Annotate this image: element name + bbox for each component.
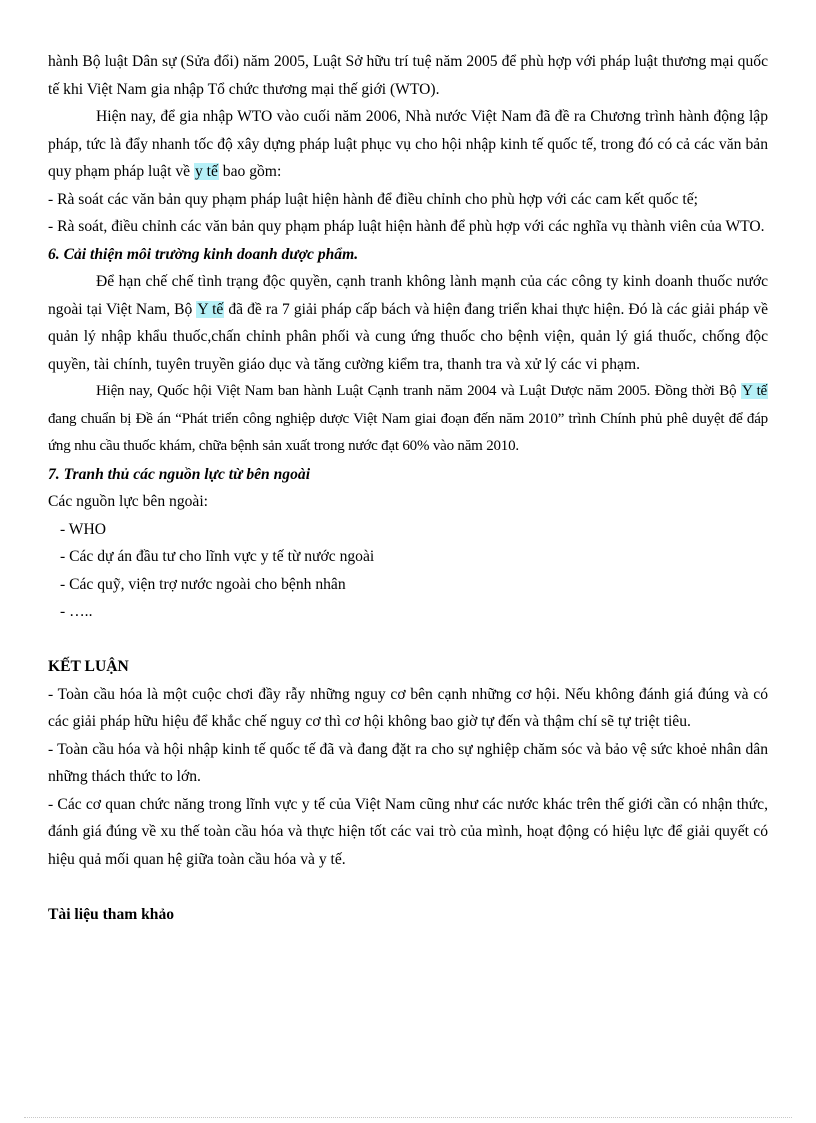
page-bottom-divider [24,1117,792,1118]
bullet-review-commitments: - Rà soát các văn bản quy phạm pháp luật hiện hành để điều chỉnh cho phù hợp với các cam kết quốc tế; [48,190,698,208]
paragraph-wto-laws: hành Bộ luật Dân sự (Sửa đổi) năm 2005, Luật Sở hữu trí tuệ năm 2005 để phù hợp với pháp luật thương mại quốc tế khi Việt Nam gia nhập Tổ chức thương mại thế giới (WTO). [48,53,768,98]
text-segment: bao gồm: [218,163,282,180]
paragraph-competition-law [48,378,768,461]
text-segment: Hiện nay, Quốc hội Việt Nam ban hành Luật Cạnh tranh năm 2004 và Luật Dược năm 2005. Đồng thời Bộ [96,383,741,399]
list-item: - WHO [60,520,107,538]
conclusion-heading: KẾT LUẬN [48,658,129,675]
paragraph-legislative-program [48,103,768,186]
references-heading: Tài liệu tham khảo [48,905,175,923]
search-highlight: y tế [194,163,218,180]
document-page [48,48,768,928]
list-item: - Các quỹ, viện trợ nước ngoài cho bệnh nhân [60,575,346,593]
search-highlight: Y tế [741,383,767,399]
bullet-review-obligations: - Rà soát, điều chỉnh các văn bản quy phạm pháp luật hiện hành để phù hợp với các nghĩa vụ thành viên của WTO. [48,218,765,235]
conclusion-point-3: - Các cơ quan chức năng trong lĩnh vực y tế của Việt Nam cũng như các nước khác trên thế giới cần có nhận thức, đánh giá đúng về xu thế toàn cầu hóa và thực hiện tốt các vai trò của mình, hoạt động có hiệu lực để giải quyết có hiệu quả mối quan hệ giữa toàn cầu hóa và y tế. [48,795,768,868]
external-resources-intro: Các nguồn lực bên ngoài: [48,493,209,510]
blank-line [48,626,768,654]
text-segment: đã đề ra 7 giải pháp cấp bách và hiện đang triển khai thực hiện. Đó là các giải pháp về quản lý nhập khẩu thuốc,chấn chỉnh phân phối và cung ứng thuốc cho bệnh viện, quản lý giá thuốc, chống độc quyền, tài chính, tuyên truyền giáo dục và tăng cường kiểm tra, thanh tra và xử lý các vi phạm. [48,300,768,373]
list-item: - Các dự án đầu tư cho lĩnh vực y tế từ nước ngoài [60,548,375,565]
conclusion-point-2: - Toàn cầu hóa và hội nhập kinh tế quốc tế đã và đang đặt ra cho sự nghiệp chăm sóc và bảo vệ sức khoẻ nhân dân những thách thức to lớn. [48,740,768,785]
text-segment: Hiện nay, để gia nhập WTO vào cuối năm 2006, Nhà nước Việt Nam đã đề ra Chương trình hành động lập pháp, tức là đẩy nhanh tốc độ xây dựng pháp luật phục vụ cho hội nhập kinh tế quốc tế, trong đó có cả các văn bản quy phạm pháp luật về [48,108,768,180]
section-heading-7: 7. Tranh thủ các nguồn lực từ bên ngoài [48,465,311,483]
section-heading-6: 6. Cải thiện môi trường kinh doanh dược phẩm. [48,245,359,263]
conclusion-point-1: - Toàn cầu hóa là một cuộc chơi đầy rẫy những nguy cơ bên cạnh những cơ hội. Nếu không đánh giá đúng và có các giải pháp hữu hiệu để khắc chế nguy cơ thì cơ hội không bao giờ tự đến và thậm chí sẽ tự triệt tiêu. [48,685,768,730]
text-segment: Để hạn chế chế tình trạng độc quyền, cạnh tranh không lành mạnh của các công ty kinh doanh thuốc nước ngoài tại Việt Nam, Bộ [48,273,768,318]
text-segment: đang chuẩn bị Đề án “Phát triển công nghiệp dược Việt Nam giai đoạn đến năm 2010” trình Chính phủ phê duyệt để đáp ứng nhu cầu thuốc khám, chữa bệnh sản xuất trong nước đạt 60% vào năm 2010. [48,410,768,454]
search-highlight: Y tế [197,300,224,318]
paragraph-pharma-solutions [48,268,768,378]
blank-line [48,873,768,901]
list-item: - ….. [60,603,93,620]
